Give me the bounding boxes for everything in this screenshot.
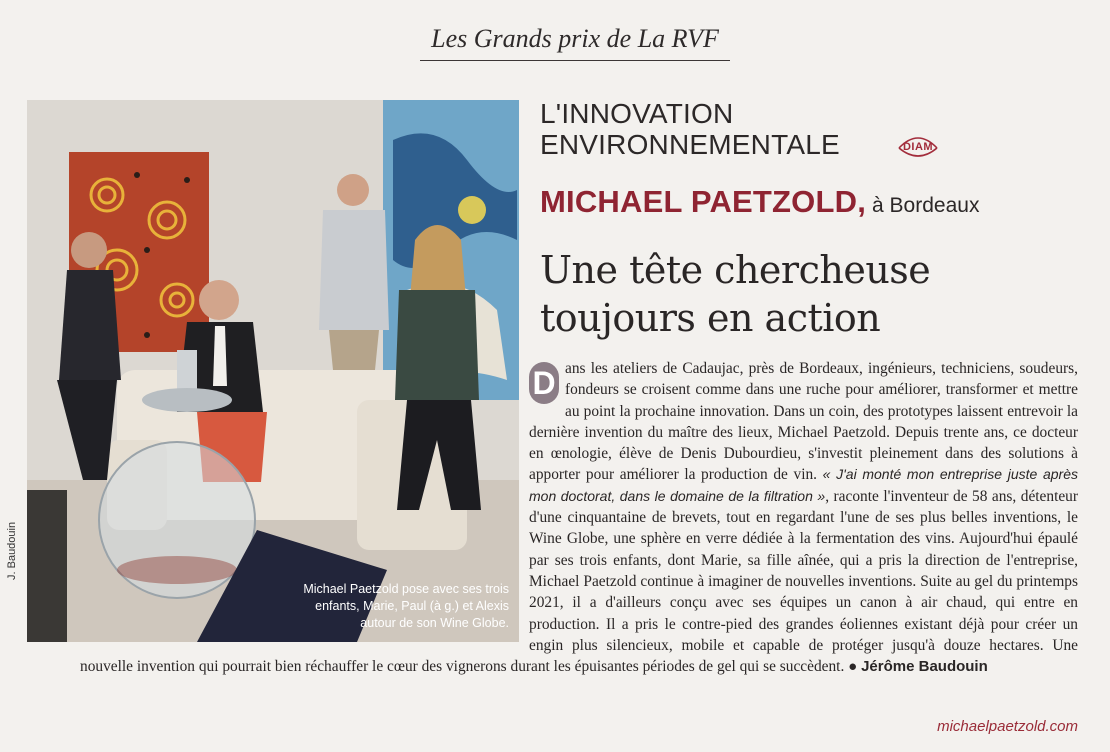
author-name: Jérôme Baudouin	[861, 658, 988, 676]
person-michael	[199, 280, 239, 320]
dropcap: D	[529, 362, 559, 404]
paragraph-part-2: , raconte l'inventeur de 58 ans, détenteur d'une cinquantaine de brevets, tout en regardant l'une de ses plus belles inventions, le Wine Globe, une sphère en verre dédiée à la fermentation des vins. Aujourd'hui épaulé par ses trois enfants, dont Marie, sa fille aînée, qui a pris la direction de l'entreprise, Michael Paetzold continue à imaginer de nouvelles inventions. Suite au gel du printemps 2021, il a d'ailleurs conçu avec ses équipes un canon à air chaud, qui entre en production. Il a pris le contre-pied des grandes éoliennes existant déjà pour créer un engin plus silencieux, mobile et capable de protéger jusqu'à douze hectares. Une nouvelle invention qui pourrait bien réchauffer le cœur des vignerons durant les épuisantes périodes de gel qui se succèdent.	[80, 487, 1079, 676]
website-link[interactable]: michaelpaetzold.com	[937, 718, 1078, 735]
article-headline	[540, 246, 1100, 342]
laureate	[540, 184, 979, 220]
laureate-name: MICHAEL PAETZOLD,	[540, 184, 867, 219]
headline-line-1: Une tête chercheuse	[540, 248, 931, 292]
photo-credit: J. Baudouin	[6, 521, 18, 580]
rubric-divider	[420, 60, 730, 61]
section-rubric: Les Grands prix de La RVF	[431, 24, 719, 53]
photo-caption: Michael Paetzold pose avec ses trois enfants, Marie, Paul (à g.) et Alexis autour de son Wine Globe.	[303, 582, 509, 630]
diam-sponsor-logo	[895, 134, 941, 160]
author-bullet: ●	[848, 658, 858, 676]
diam-logo-text: DIAM	[902, 141, 934, 153]
category-line-2: ENVIRONNEMENTALE	[540, 129, 840, 160]
article-body	[80, 358, 1078, 748]
laureate-place: à Bordeaux	[872, 194, 980, 217]
headline-line-2: toujours en action	[540, 296, 881, 340]
person-alexis	[337, 174, 369, 206]
award-category	[540, 98, 840, 160]
paragraph-part-1: ans les ateliers de Cadaujac, près de Bordeaux, ingénieurs, techniciens, soudeurs, fondeurs se croisent comme dans une ruche pour améliorer, transformer et mettre au point la prochaine innovation. Dans un coin, des prototypes laissent entrevoir la dernière invention du maître des lieux, Michael Paetzold. Depuis trente ans, ce docteur en œnologie, élève de Denis Dubourdieu, s'investit pleinement dans des solutions à apporter pour améliorer la production de vin.	[529, 360, 1078, 484]
inventor-quote: « J'ai monté mon entreprise juste après mon doctorat, dans le domaine de la filtration »	[529, 466, 1079, 504]
person-paul	[71, 232, 107, 268]
category-line-1: L'INNOVATION	[540, 98, 734, 129]
